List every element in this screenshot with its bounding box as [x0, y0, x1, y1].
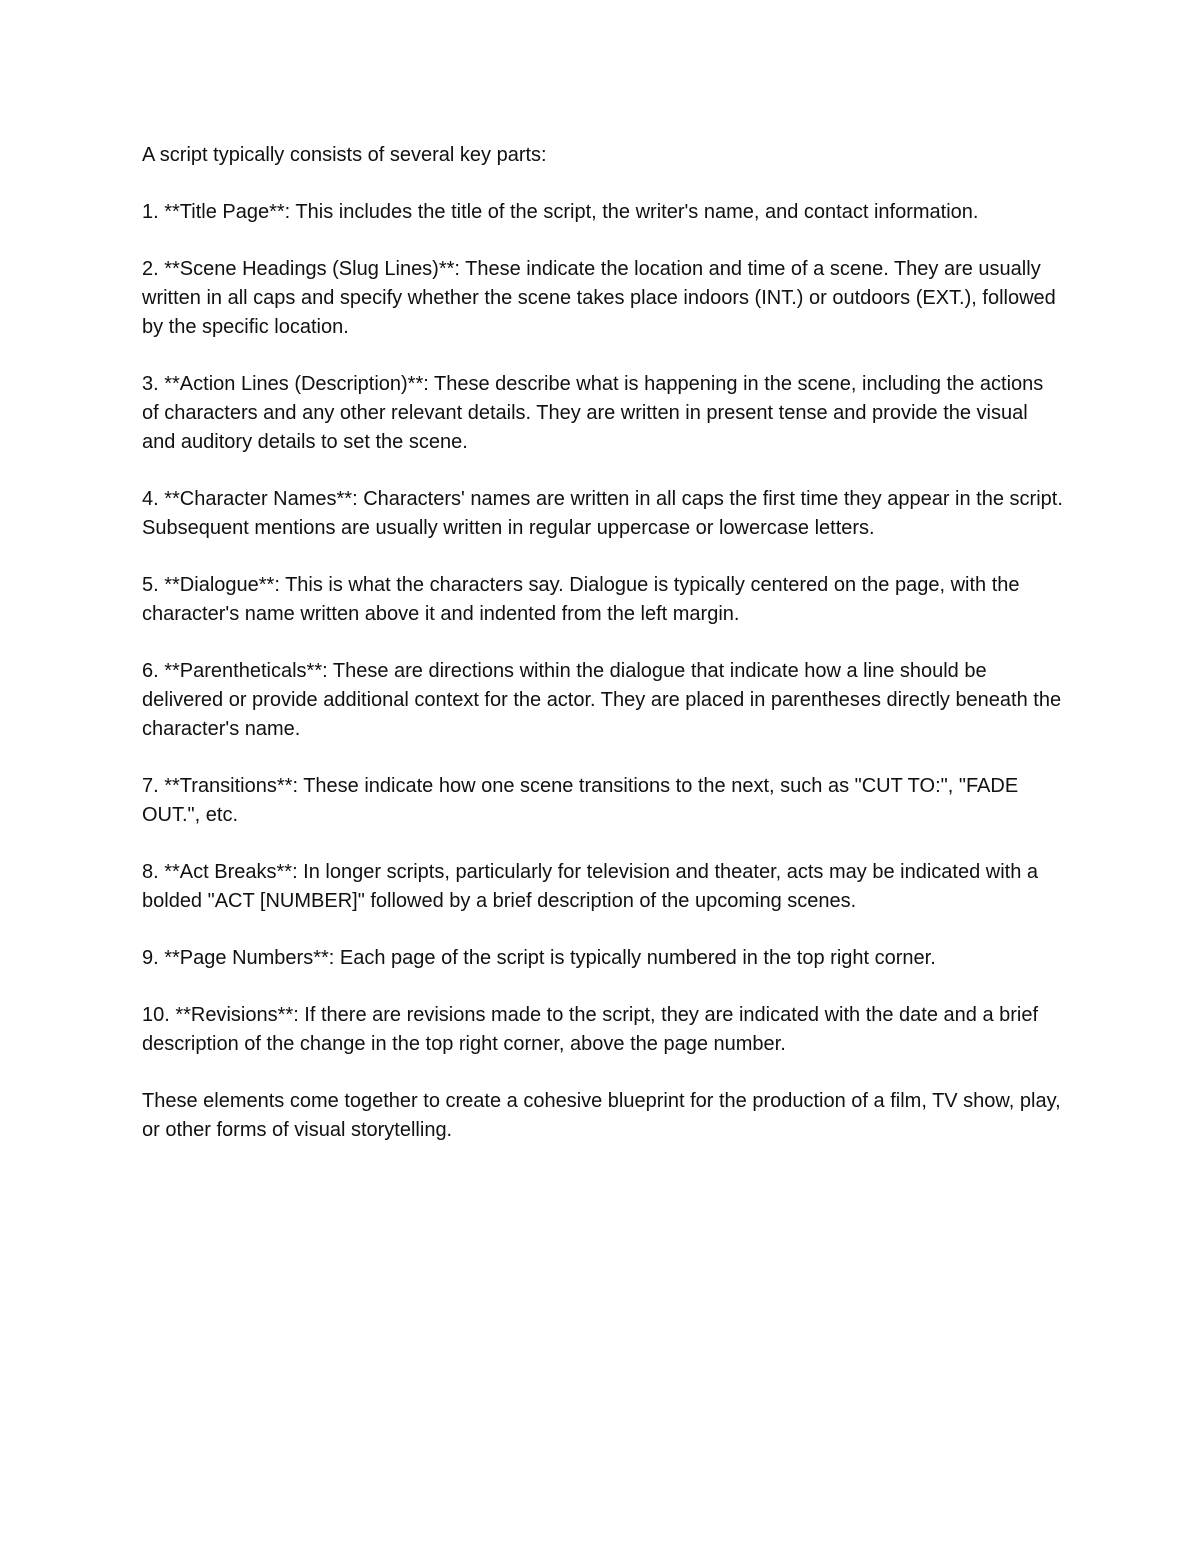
list-item-title-page: 1. **Title Page**: This includes the title of the script, the writer's name, and contact information.: [142, 201, 979, 223]
list-item-dialogue: 5. **Dialogue**: This is what the characters say. Dialogue is typically centered on the page, with the character's name written above it and indented from the left margin.: [142, 574, 1020, 625]
conclusion-paragraph: These elements come together to create a cohesive blueprint for the production of a film, TV show, play, or other forms of visual storytelling.: [142, 1090, 1061, 1141]
list-item-transitions: 7. **Transitions**: These indicate how one scene transitions to the next, such as "CUT TO:", "FADE OUT.", etc.: [142, 775, 1019, 826]
list-item-revisions: 10. **Revisions**: If there are revisions made to the script, they are indicated with the date and a brief description of the change in the top right corner, above the page number.: [142, 1004, 1039, 1055]
list-item-scene-headings: 2. **Scene Headings (Slug Lines)**: These indicate the location and time of a scene. They are usually written in all caps and specify whether the scene takes place indoors (INT.) or outdoors (EXT.), followed by the specific location.: [142, 258, 1056, 338]
list-item-parentheticals: 6. **Parentheticals**: These are directions within the dialogue that indicate how a line should be delivered or provide additional context for the actor. They are placed in parentheses directly beneath the character's name.: [142, 660, 1062, 740]
intro-paragraph: A script typically consists of several key parts:: [142, 144, 547, 166]
list-item-character-names: 4. **Character Names**: Characters' names are written in all caps the first time they appear in the script. Subsequent mentions are usually written in regular uppercase or lowercase letters.: [142, 488, 1063, 539]
document-body: [142, 141, 1064, 1173]
list-item-act-breaks: 8. **Act Breaks**: In longer scripts, particularly for television and theater, acts may be indicated with a bolded "ACT [NUMBER]" followed by a brief description of the upcoming scenes.: [142, 861, 1038, 912]
list-item-action-lines: 3. **Action Lines (Description)**: These describe what is happening in the scene, including the actions of characters and any other relevant details. They are written in present tense and provide the visual and auditory details to set the scene.: [142, 373, 1044, 453]
list-item-page-numbers: 9. **Page Numbers**: Each page of the script is typically numbered in the top right corner.: [142, 947, 936, 969]
